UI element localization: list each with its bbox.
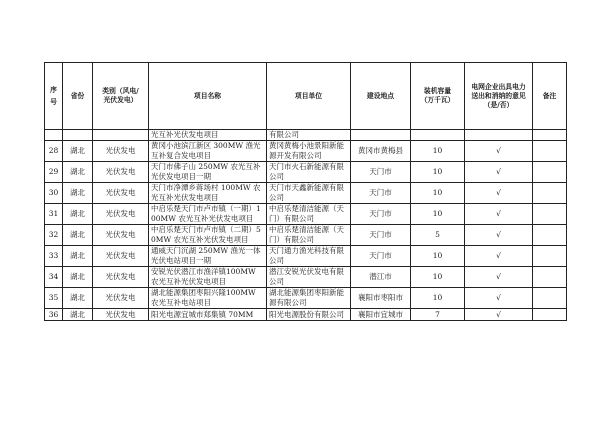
cell-opinion: √ xyxy=(465,225,533,246)
cell-opinion: √ xyxy=(465,141,533,162)
cell-province: 湖北 xyxy=(63,309,93,321)
cell-project-name: 安锐光伏潜江市渔洋镇100MW 农光互补光伏发电项目 xyxy=(149,267,267,288)
table-row xyxy=(45,309,567,321)
cell-category: 光伏发电 xyxy=(93,288,149,309)
cell-province: 湖北 xyxy=(63,183,93,204)
header-category: 类别（风电/ 光伏发电） xyxy=(93,63,149,130)
cell-no: 36 xyxy=(45,309,63,321)
cell-project-name: 中启乐楚天门市卢市镇（一期）100MW 农光互补光伏发电项目 xyxy=(149,204,267,225)
cell-capacity: 7 xyxy=(411,309,465,321)
cell-category: 光伏发电 xyxy=(93,162,149,183)
cell-unit: 中启乐楚清洁能源（天门）有限公司 xyxy=(267,204,351,225)
cell-no: 34 xyxy=(45,267,63,288)
table-row xyxy=(45,183,567,204)
table-row xyxy=(45,204,567,225)
cell-opinion: √ xyxy=(465,246,533,267)
cell-project-name: 天门市佛子山 250MW 农光互补光伏发电项目一期 xyxy=(149,162,267,183)
cell-capacity: 10 xyxy=(411,162,465,183)
cell-capacity: 10 xyxy=(411,141,465,162)
cell-project-name: 湖北能源集团枣阳兴隆100MW 农光互补电站项目 xyxy=(149,288,267,309)
header-remark: 备注 xyxy=(533,63,567,130)
cell-unit: 黄冈黄梅小池景阳新能源开发有限公司 xyxy=(267,141,351,162)
cell-province: 湖北 xyxy=(63,204,93,225)
cell-province: 湖北 xyxy=(63,162,93,183)
cell-unit: 中启乐楚清洁能源（天门）有限公司 xyxy=(267,225,351,246)
cell-location: 天门市 xyxy=(351,246,411,267)
table-row xyxy=(45,246,567,267)
cell-province: 湖北 xyxy=(63,246,93,267)
project-table xyxy=(44,62,567,321)
cell-category: 光伏发电 xyxy=(93,183,149,204)
header-no: 序 号 xyxy=(45,63,63,130)
cell-project-name: 天门市净潭乡蒋场村 100MW 农光互补光伏发电项目 xyxy=(149,183,267,204)
cell-remark xyxy=(533,288,567,309)
cell-category: 光伏发电 xyxy=(93,204,149,225)
cell-province: 湖北 xyxy=(63,267,93,288)
cell-location: 襄阳市宜城市 xyxy=(351,309,411,321)
cell-remark xyxy=(533,267,567,288)
cell-unit: 天门市天鑫新能源有限公司 xyxy=(267,183,351,204)
cell-capacity: 10 xyxy=(411,204,465,225)
cell-remark xyxy=(533,162,567,183)
cell-location: 天门市 xyxy=(351,225,411,246)
cell-unit: 湖北能源集团枣阳新能源有限公司 xyxy=(267,288,351,309)
cell-project-name: 阳光电源宜城市郑集镇 70MM xyxy=(149,309,267,321)
header-capacity: 装机容量 （万千瓦） xyxy=(411,63,465,130)
cell-province: 湖北 xyxy=(63,141,93,162)
cell-category: 光伏发电 xyxy=(93,141,149,162)
cell-capacity: 10 xyxy=(411,267,465,288)
cell-opinion: √ xyxy=(465,288,533,309)
header-province: 省份 xyxy=(63,63,93,130)
cell-category: 光伏发电 xyxy=(93,309,149,321)
cell-category: 光伏发电 xyxy=(93,225,149,246)
cell-province: 湖北 xyxy=(63,225,93,246)
table-row-continued xyxy=(45,130,567,141)
cell-remark xyxy=(533,141,567,162)
cell-opinion: √ xyxy=(465,204,533,225)
cell-opinion: √ xyxy=(465,309,533,321)
cell-province: 湖北 xyxy=(63,288,93,309)
cell-capacity: 10 xyxy=(411,246,465,267)
table-row xyxy=(45,162,567,183)
cell-project-name: 黄冈小池滨江新区 300MW 渔光互补复合发电项目 xyxy=(149,141,267,162)
cell-project-name: 光互补光伏发电项目 xyxy=(149,130,267,141)
cell-location: 天门市 xyxy=(351,204,411,225)
cell-project-name: 中启乐楚天门市卢市镇（二期）50MW 农光互补光伏发电项目 xyxy=(149,225,267,246)
cell-no: 32 xyxy=(45,225,63,246)
header-unit: 项目单位 xyxy=(267,63,351,130)
header-row xyxy=(45,63,567,130)
cell-capacity: 5 xyxy=(411,225,465,246)
cell-remark xyxy=(533,225,567,246)
cell-location: 潜江市 xyxy=(351,267,411,288)
cell-capacity: 10 xyxy=(411,183,465,204)
cell-unit: 天门通力渔光科技有限公司 xyxy=(267,246,351,267)
cell-category: 光伏发电 xyxy=(93,246,149,267)
table-row xyxy=(45,225,567,246)
cell-opinion: √ xyxy=(465,162,533,183)
header-project-name: 项目名称 xyxy=(149,63,267,130)
cell-opinion: √ xyxy=(465,183,533,204)
table-row xyxy=(45,141,567,162)
cell-location: 襄阳市枣阳市 xyxy=(351,288,411,309)
table-row xyxy=(45,288,567,309)
cell-opinion: √ xyxy=(465,267,533,288)
cell-remark xyxy=(533,204,567,225)
cell-no: 35 xyxy=(45,288,63,309)
cell-project-name: 通威天门沉湖 250MW 渔光一体光伏电站项目一期 xyxy=(149,246,267,267)
cell-remark xyxy=(533,309,567,321)
cell-no: 31 xyxy=(45,204,63,225)
header-opinion: 电网企业出具电力 送出和消纳的意见 （是/否） xyxy=(465,63,533,130)
cell-unit: 天门市火石新能源有限公司 xyxy=(267,162,351,183)
cell-unit: 潜江安锐光伏发电有限公司 xyxy=(267,267,351,288)
cell-no: 28 xyxy=(45,141,63,162)
cell-unit: 阳光电源股份有限公司 xyxy=(267,309,351,321)
cell-remark xyxy=(533,183,567,204)
cell-category: 光伏发电 xyxy=(93,267,149,288)
cell-location: 天门市 xyxy=(351,183,411,204)
cell-location: 天门市 xyxy=(351,162,411,183)
cell-capacity: 10 xyxy=(411,288,465,309)
cell-unit: 有限公司 xyxy=(267,130,351,141)
cell-no: 30 xyxy=(45,183,63,204)
cell-remark xyxy=(533,246,567,267)
cell-location: 黄冈市黄梅县 xyxy=(351,141,411,162)
header-location: 建设地点 xyxy=(351,63,411,130)
cell-no: 33 xyxy=(45,246,63,267)
cell-no: 29 xyxy=(45,162,63,183)
table-row xyxy=(45,267,567,288)
